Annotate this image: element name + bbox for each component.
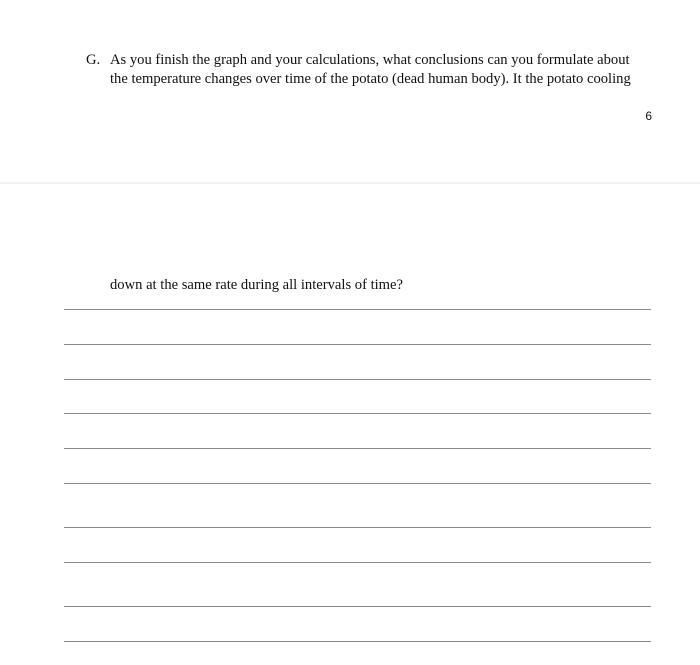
question-text-line-2: the temperature changes over time of the potato (dead human body). It the potato cooling	[110, 71, 631, 87]
question-text-line-3: down at the same rate during all intervals of time?	[110, 277, 403, 293]
question-label: G.	[86, 52, 101, 68]
answer-line[interactable]	[64, 379, 651, 380]
answer-line[interactable]	[64, 641, 651, 642]
answer-line[interactable]	[64, 483, 651, 484]
answer-line[interactable]	[64, 413, 651, 414]
answer-line[interactable]	[64, 448, 651, 449]
answer-line[interactable]	[64, 562, 651, 563]
page-number: 6	[645, 109, 652, 123]
answer-line[interactable]	[64, 344, 651, 345]
question-text-line-1: As you finish the graph and your calculations, what conclusions can you formulate about	[110, 52, 630, 68]
answer-line[interactable]	[64, 309, 651, 310]
answer-line[interactable]	[64, 606, 651, 607]
page-top-section	[0, 0, 700, 182]
answer-line[interactable]	[64, 527, 651, 528]
page-bottom-section	[0, 184, 700, 665]
